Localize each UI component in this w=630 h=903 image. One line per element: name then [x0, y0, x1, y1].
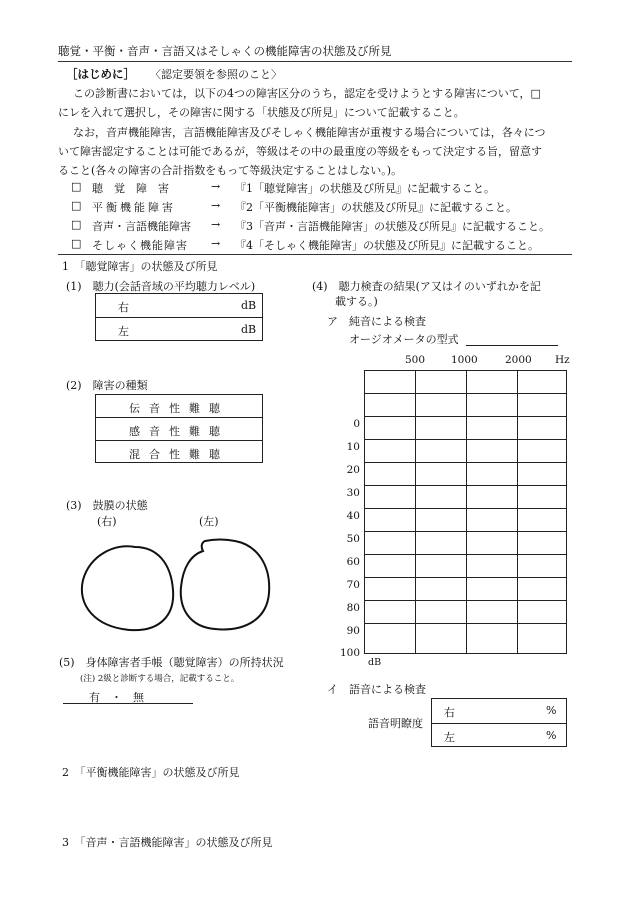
- notebook-underline: [63, 703, 193, 704]
- freq-label: 1000: [451, 354, 478, 366]
- arrow-icon: →: [211, 180, 221, 193]
- db-tick: 10: [346, 441, 360, 453]
- db-tick: 0: [353, 418, 360, 430]
- pure-tone-title: ア 純音による検査: [327, 315, 426, 328]
- option-text: 『2「平衡機能障害」の状態及び所見』に記載すること。: [235, 201, 517, 214]
- speech-title: イ 語音による検査: [327, 683, 426, 696]
- arrow-icon: →: [211, 237, 221, 250]
- intro-p1-line2: にレを入れて選択し，その障害に関する「状態及び所見」について記載すること。: [58, 106, 465, 119]
- freq-label: 500: [405, 354, 426, 366]
- audiometer-field[interactable]: [466, 345, 558, 346]
- intro-p2-line2: いて障害認定することは可能であるが，等級はその中の最重度の等級をもって決定する旨，留意す: [58, 145, 542, 158]
- type-title: (2) 障害の種類: [66, 379, 148, 392]
- eardrum-diagram: [75, 535, 275, 635]
- notebook-note: (注) 2級と診断する場合，記載すること。: [80, 674, 240, 684]
- option-text: 『3「音声・言語機能障害」の状態及び所見』に記載すること。: [235, 220, 550, 233]
- clarity-left-label: 左: [444, 731, 455, 744]
- section1-title: 1 「聴覚障害」の状態及び所見: [62, 260, 218, 273]
- db-tick: 60: [346, 556, 360, 568]
- arrow-icon: →: [211, 199, 221, 212]
- intro-p1-line1: この診断書においては，以下の4つの障害区分のうち，認定を受けようとする障害について，□: [73, 87, 541, 100]
- eardrum-title: (3) 鼓膜の状態: [66, 499, 148, 512]
- hz-label: Hz: [555, 354, 570, 366]
- clarity-table: [431, 698, 567, 747]
- type-conductive: 伝音性難聴: [129, 402, 229, 415]
- clarity-right-unit: %: [546, 704, 557, 717]
- hearing-level-table: [95, 293, 263, 341]
- intro-heading: ［はじめに］: [66, 67, 135, 81]
- notebook-choice[interactable]: 有 ・ 無: [89, 691, 144, 704]
- option-checkbox[interactable]: □: [71, 218, 82, 231]
- section3-title: 3 「音声・言語機能障害」の状態及び所見: [62, 836, 273, 849]
- hearing-right-unit: dB: [241, 299, 257, 312]
- option-checkbox[interactable]: □: [71, 199, 82, 212]
- hearing-left-unit: dB: [241, 323, 257, 336]
- db-tick: 20: [346, 464, 360, 476]
- clarity-left-unit: %: [546, 729, 557, 742]
- page-title: 聴覚・平衡・音声・言語又はそしゃくの機能障害の状態及び所見: [58, 44, 392, 58]
- hearing-right-label: 右: [118, 301, 129, 314]
- intro-note: 〈認定要領を参照のこと〉: [150, 68, 282, 81]
- freq-label: 2000: [505, 354, 532, 366]
- notebook-title: (5) 身体障害者手帳（聴覚障害）の所持状況: [59, 656, 284, 669]
- arrow-icon: →: [211, 218, 221, 231]
- header-rule: [58, 61, 572, 62]
- eardrum-left-label: (左): [199, 515, 219, 528]
- clarity-label: 語音明瞭度: [368, 717, 423, 730]
- test-title-line2: 載する。): [335, 295, 378, 308]
- db-tick: 100: [339, 647, 360, 659]
- option-label: 平衡機能障害: [92, 201, 176, 214]
- option-text: 『1「聴覚障害」の状態及び所見』に記載すること。: [235, 182, 495, 195]
- eardrum-right-label: (右): [97, 515, 117, 528]
- db-tick: 40: [346, 510, 360, 522]
- eardrum-left-outline: [181, 540, 269, 630]
- db-tick: 30: [346, 487, 360, 499]
- hearing-title: (1) 聴力(会話音域の平均聴力レベル): [66, 280, 256, 293]
- eardrum-right-outline: [82, 546, 173, 630]
- db-unit: dB: [368, 657, 382, 668]
- section2-title: 2 「平衡機能障害」の状態及び所見: [62, 766, 240, 779]
- db-tick: 50: [346, 533, 360, 545]
- intro-p2-line1: なお，音声機能障害，言語機能障害及びそしゃく機能障害が重複する場合については，各々につ: [73, 126, 546, 139]
- audiometer-label: オージオメータの型式: [349, 333, 459, 346]
- option-label: 音声・言語機能障害: [92, 220, 191, 233]
- type-mixed: 混合性難聴: [129, 448, 229, 461]
- intro-p2-line3: ること(各々の障害の合計指数をもって等級決定することはしない。)。: [58, 164, 403, 177]
- test-title-line1: (4) 聴力検査の結果(ア又はイのいずれかを記: [312, 280, 541, 293]
- clarity-right-label: 右: [444, 706, 455, 719]
- db-tick: 80: [346, 602, 360, 614]
- intro-rule: [58, 254, 572, 255]
- hearing-left-label: 左: [118, 325, 129, 338]
- option-checkbox[interactable]: □: [71, 237, 82, 250]
- db-tick: 90: [346, 625, 360, 637]
- option-text: 『4「そしゃく機能障害」の状態及び所見』に記載すること。: [235, 239, 539, 252]
- type-table: [95, 394, 263, 463]
- option-label: そしゃく機能障害: [92, 239, 188, 252]
- db-tick: 70: [346, 579, 360, 591]
- option-label: 聴 覚 障 害: [92, 182, 169, 195]
- audiogram-grid[interactable]: [364, 370, 567, 654]
- type-sensorineural: 感音性難聴: [129, 425, 229, 438]
- option-checkbox[interactable]: □: [71, 180, 82, 193]
